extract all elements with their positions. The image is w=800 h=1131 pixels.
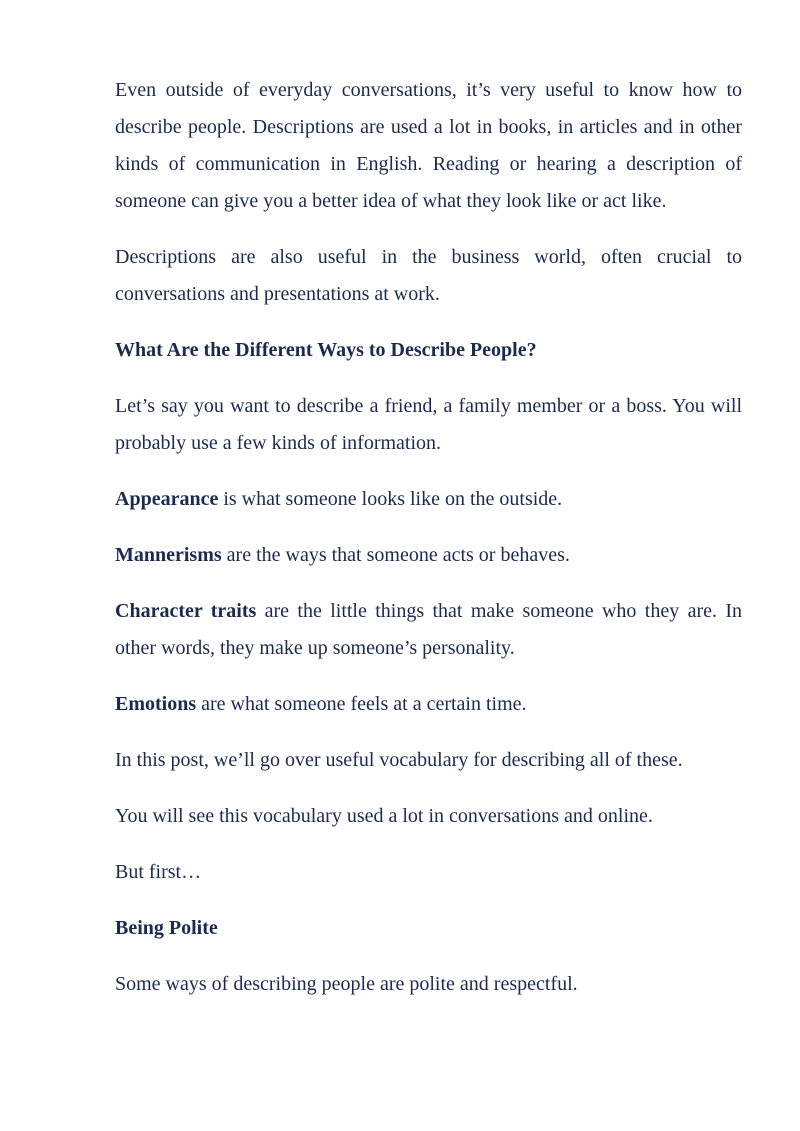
paragraph-but-first: But first… (115, 861, 202, 883)
definition-character-traits (115, 593, 742, 667)
paragraph-post-overview: In this post, we’ll go over useful vocabulary for describing all of these. (115, 749, 683, 771)
term-appearance: Appearance (115, 488, 219, 510)
section-heading-being-polite: Being Polite (115, 917, 218, 939)
term-mannerisms: Mannerisms (115, 544, 222, 566)
paragraph-intro: Even outside of everyday conversations, it’s very useful to know how to describe people. Descriptions are used a lot in books, in articles and in other kinds of communication in English. Reading or hearing a description of someone can give you a better idea of what they look like or act like. (115, 79, 742, 212)
definition-appearance (115, 481, 742, 518)
definition-mannerisms (115, 537, 742, 574)
definition-emotions-text: are what someone feels at a certain time. (196, 693, 527, 715)
definition-emotions (115, 686, 742, 723)
document-body (115, 72, 742, 1022)
section-heading-ways: What Are the Different Ways to Describe People? (115, 339, 537, 361)
paragraph-business: Descriptions are also useful in the business world, often crucial to conversations and presentations at work. (115, 246, 742, 305)
paragraph-polite-ways: Some ways of describing people are polite and respectful. (115, 973, 578, 995)
term-character-traits: Character traits (115, 600, 257, 622)
term-emotions: Emotions (115, 693, 197, 715)
definition-appearance-text: is what someone looks like on the outside. (218, 488, 563, 510)
paragraph-kinds-of-information: Let’s say you want to describe a friend, a family member or a boss. You will probably use a few kinds of information. (115, 395, 742, 454)
definition-character-traits-text: are the little things that make someone who they are. In other words, they make up someone’s personality. (115, 600, 742, 659)
definition-mannerisms-text: are the ways that someone acts or behaves. (221, 544, 570, 566)
paragraph-vocabulary-usage: You will see this vocabulary used a lot in conversations and online. (115, 805, 653, 827)
